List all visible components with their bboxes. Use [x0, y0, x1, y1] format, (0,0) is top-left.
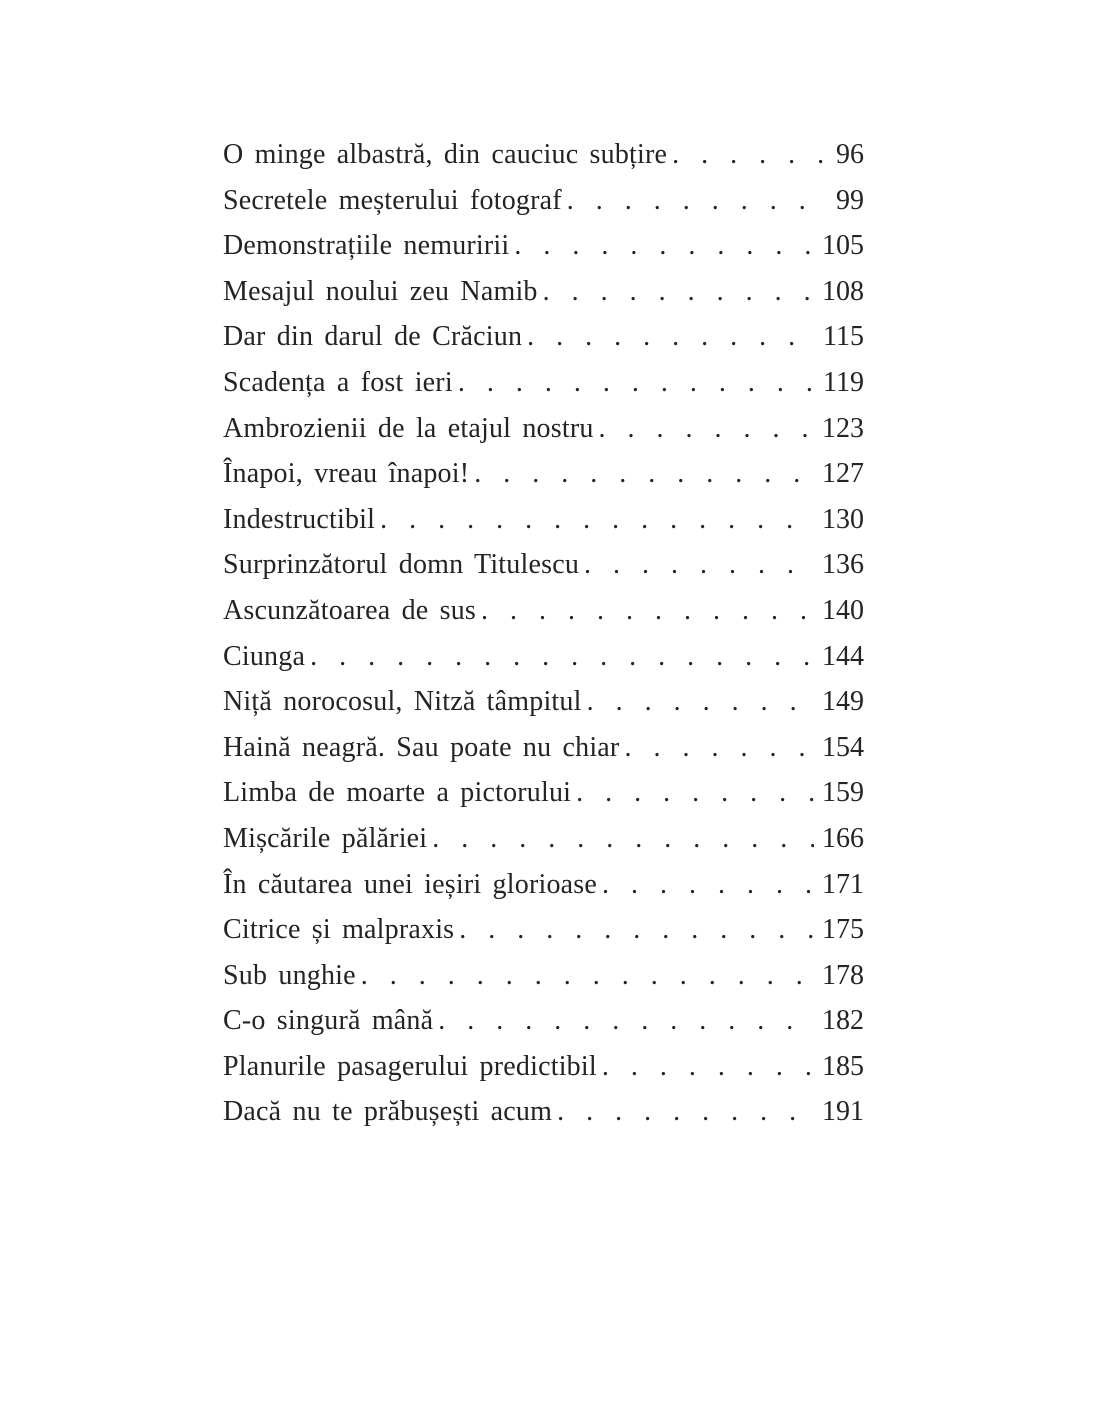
toc-entry-title: Mesajul noului zeu Namib	[223, 275, 538, 307]
dot-leader	[476, 588, 814, 634]
toc-entry-page: 105	[822, 230, 864, 262]
toc-entry-page: 115	[823, 321, 864, 353]
toc-entry-page: 149	[822, 686, 864, 718]
toc-entry-title: O minge albastră, din cauciuc subțire	[223, 139, 668, 170]
dot-leader	[453, 360, 815, 406]
toc-entry-title: Demonstrațiile nemuririi	[223, 230, 510, 262]
toc-entry	[223, 953, 864, 999]
dot-leader	[597, 1044, 814, 1090]
toc-entry-title: Dacă nu te prăbușești acum	[223, 1096, 553, 1128]
dot-leader	[522, 314, 815, 360]
toc-entry-page: 140	[822, 594, 864, 626]
toc-entry	[223, 816, 864, 862]
dot-leader	[571, 770, 814, 816]
toc-entry	[223, 725, 864, 771]
toc-entry-page: 166	[822, 822, 864, 854]
toc-entry	[223, 132, 864, 178]
dot-leader	[594, 406, 814, 452]
dot-leader	[579, 542, 814, 588]
toc-entry-page: 123	[822, 412, 864, 444]
dot-leader	[469, 451, 814, 497]
toc-entry-page: 136	[822, 549, 864, 581]
toc-entry-page: 191	[822, 1096, 864, 1128]
toc-entry-title: Citrice și malpraxis	[223, 914, 455, 946]
toc-entry-title: Ambrozienii de la etajul nostru	[223, 412, 594, 444]
dot-leader	[433, 998, 814, 1044]
dot-leader	[552, 1089, 814, 1135]
dot-leader	[454, 907, 814, 953]
dot-leader	[538, 269, 814, 315]
dot-leader	[427, 816, 814, 862]
toc-entry-page: 182	[822, 1005, 864, 1037]
toc-entry-title: Secretele meșterului fotograf	[223, 184, 562, 216]
toc-entry-title: Dar din darul de Crăciun	[223, 321, 523, 353]
toc-entry-title: Surprinzătorul domn Titulescu	[223, 549, 580, 581]
toc-entry	[223, 634, 864, 680]
toc-entry	[223, 542, 864, 588]
toc-entry-page: 119	[823, 366, 864, 398]
toc-entry	[223, 178, 864, 224]
toc-entry	[223, 451, 864, 497]
toc-entry-title: Planurile pasagerului predictibil	[223, 1050, 597, 1082]
toc-entry	[223, 314, 864, 360]
toc-entry	[223, 588, 864, 634]
toc-entry	[223, 862, 864, 908]
toc-entry	[223, 998, 864, 1044]
toc-entry-page: 96	[836, 139, 864, 170]
toc-entry	[223, 406, 864, 452]
toc-entry-page: 154	[822, 731, 864, 763]
dot-leader	[509, 223, 814, 269]
toc-entry	[223, 679, 864, 725]
dot-leader	[305, 634, 814, 680]
dot-leader	[562, 178, 828, 224]
toc-entry-title: Haină neagră. Sau poate nu chiar	[223, 731, 620, 763]
toc-entry-page: 175	[822, 914, 864, 946]
toc-entry-title: Scadența a fost ieri	[223, 366, 453, 398]
toc-entry-page: 144	[822, 640, 864, 672]
toc-entry-title: Indestructibil	[223, 503, 376, 535]
toc-entry	[223, 269, 864, 315]
toc-entry-title: În căutarea unei ieșiri glorioase	[223, 868, 597, 900]
toc-entry-page: 178	[822, 959, 864, 991]
toc-entry-title: Sub unghie	[223, 959, 356, 991]
toc-entry-page: 159	[822, 777, 864, 809]
dot-leader	[667, 132, 828, 178]
toc-entry	[223, 1044, 864, 1090]
toc-entry-title: Ciunga	[223, 640, 306, 672]
toc-entry-page: 108	[822, 275, 864, 307]
toc-entry-title: Niță norocosul, Nitză tâmpitul	[223, 686, 582, 718]
dot-leader	[356, 953, 814, 999]
table-of-contents	[223, 132, 864, 1135]
toc-entry-title: C-o singură mână	[223, 1005, 434, 1037]
toc-entry	[223, 1089, 864, 1135]
dot-leader	[619, 725, 814, 771]
dot-leader	[597, 862, 814, 908]
toc-entry	[223, 497, 864, 543]
toc-entry	[223, 770, 864, 816]
toc-entry	[223, 907, 864, 953]
toc-entry-title: Ascunzătoarea de sus	[223, 594, 477, 626]
dot-leader	[375, 497, 814, 543]
toc-entry-page: 185	[822, 1050, 864, 1082]
toc-entry-page: 99	[836, 184, 864, 216]
toc-entry-page: 130	[822, 503, 864, 535]
toc-entry-page: 127	[822, 458, 864, 490]
toc-entry-title: Mișcările pălăriei	[223, 822, 428, 854]
dot-leader	[582, 679, 814, 725]
toc-entry	[223, 223, 864, 269]
toc-entry-title: Înapoi, vreau înapoi!	[223, 458, 470, 490]
toc-entry-title: Limba de moarte a pictorului	[223, 777, 572, 809]
toc-entry-page: 171	[822, 868, 864, 900]
toc-entry	[223, 360, 864, 406]
